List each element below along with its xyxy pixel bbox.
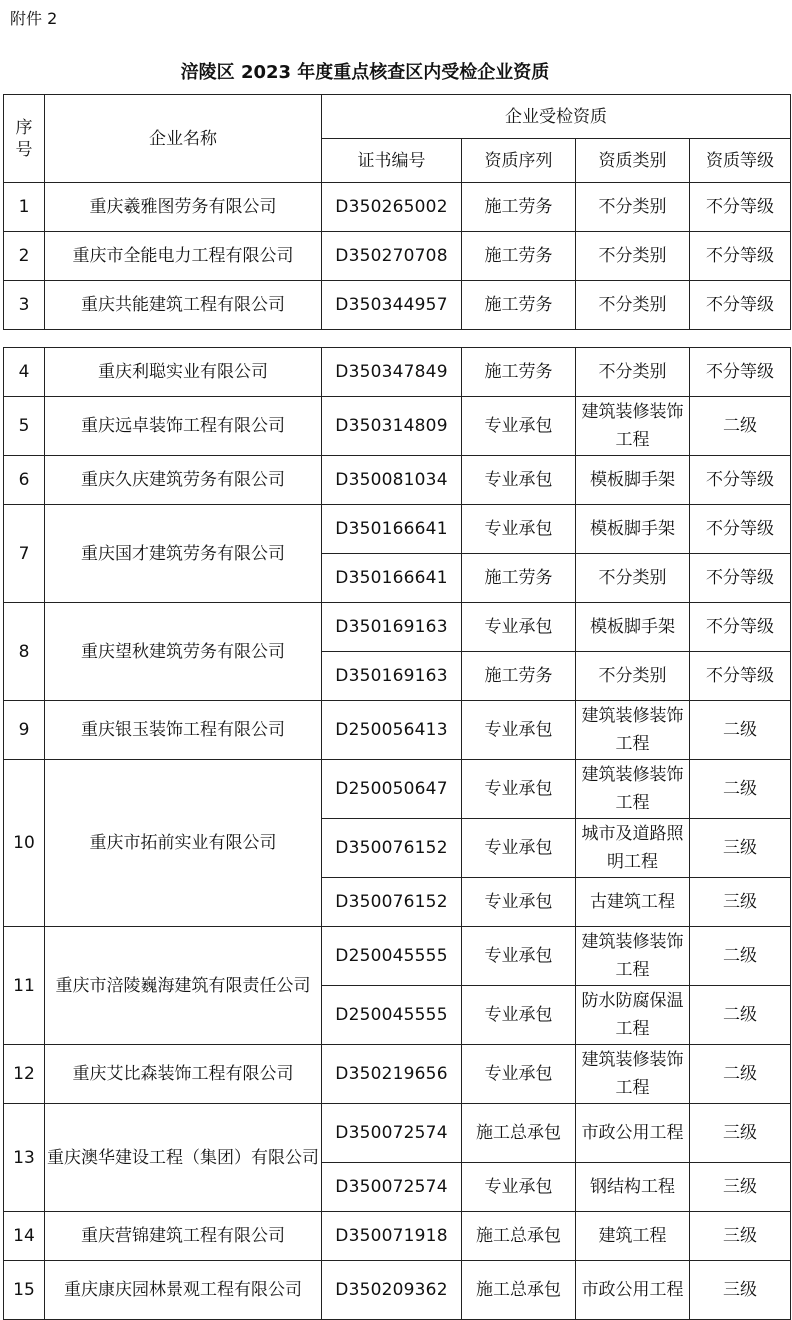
qualification-series: 专业承包 (462, 927, 576, 986)
row-seq: 4 (4, 348, 45, 397)
qualification-grade: 二级 (690, 701, 791, 760)
header-grade: 资质等级 (690, 139, 791, 183)
qualification-series: 专业承包 (462, 456, 576, 505)
table-row (4, 1045, 791, 1104)
row-seq: 6 (4, 456, 45, 505)
qualification-category: 建筑装修装饰工程 (576, 397, 690, 456)
header-seq (4, 95, 45, 183)
qualification-grade: 不分等级 (690, 348, 791, 397)
qualification-series: 施工劳务 (462, 652, 576, 701)
cert-number: D350209362 (322, 1261, 462, 1320)
qualification-grade: 二级 (690, 397, 791, 456)
qualification-series: 施工劳务 (462, 183, 576, 232)
qualification-grade: 三级 (690, 1163, 791, 1212)
qualification-series: 施工劳务 (462, 554, 576, 603)
qualification-series: 专业承包 (462, 986, 576, 1045)
table-row (4, 505, 791, 554)
table-row (4, 183, 791, 232)
header-category: 资质类别 (576, 139, 690, 183)
qualification-grade: 二级 (690, 986, 791, 1045)
qualification-grade: 三级 (690, 878, 791, 927)
qualification-series: 专业承包 (462, 397, 576, 456)
company-name: 重庆艾比森装饰工程有限公司 (45, 1045, 322, 1104)
attachment-label: 附件 2 (10, 9, 58, 28)
qualification-grade: 不分等级 (690, 505, 791, 554)
table-row (4, 456, 791, 505)
qualification-table-top (3, 94, 791, 330)
row-seq: 5 (4, 397, 45, 456)
row-seq: 7 (4, 505, 45, 603)
table-row (4, 1104, 791, 1163)
qualification-category: 钢结构工程 (576, 1163, 690, 1212)
qualification-grade: 不分等级 (690, 281, 791, 330)
qualification-category: 防水防腐保温工程 (576, 986, 690, 1045)
table-row (4, 397, 791, 456)
header-series: 资质序列 (462, 139, 576, 183)
row-seq: 11 (4, 927, 45, 1045)
qualification-grade: 二级 (690, 927, 791, 986)
table-row (4, 927, 791, 986)
qualification-series: 专业承包 (462, 760, 576, 819)
qualification-series: 施工总承包 (462, 1261, 576, 1320)
table-row (4, 701, 791, 760)
cert-number: D350166641 (322, 554, 462, 603)
company-name: 重庆羲雅图劳务有限公司 (45, 183, 322, 232)
table-row (4, 760, 791, 819)
qualification-grade: 三级 (690, 1261, 791, 1320)
header-cert-no: 证书编号 (322, 139, 462, 183)
table-row (4, 1261, 791, 1320)
cert-number: D350219656 (322, 1045, 462, 1104)
qualification-grade: 二级 (690, 1045, 791, 1104)
qualification-grade: 不分等级 (690, 232, 791, 281)
company-name: 重庆远卓装饰工程有限公司 (45, 397, 322, 456)
qualification-series: 施工劳务 (462, 281, 576, 330)
qualification-grade: 不分等级 (690, 603, 791, 652)
qualification-category: 古建筑工程 (576, 878, 690, 927)
qualification-category: 不分类别 (576, 281, 690, 330)
qualification-category: 不分类别 (576, 554, 690, 603)
qualification-category: 不分类别 (576, 652, 690, 701)
qualification-category: 市政公用工程 (576, 1104, 690, 1163)
qualification-series: 专业承包 (462, 1045, 576, 1104)
qualification-category: 模板脚手架 (576, 603, 690, 652)
row-seq: 9 (4, 701, 45, 760)
qualification-category: 模板脚手架 (576, 456, 690, 505)
header-company-name: 企业名称 (45, 95, 322, 183)
qualification-grade: 三级 (690, 819, 791, 878)
company-name: 重庆营锦建筑工程有限公司 (45, 1212, 322, 1261)
qualification-grade: 不分等级 (690, 456, 791, 505)
qualification-series: 专业承包 (462, 1163, 576, 1212)
qualification-series: 施工总承包 (462, 1212, 576, 1261)
company-name: 重庆利聪实业有限公司 (45, 348, 322, 397)
qualification-grade: 三级 (690, 1212, 791, 1261)
company-name: 重庆市全能电力工程有限公司 (45, 232, 322, 281)
company-name: 重庆银玉装饰工程有限公司 (45, 701, 322, 760)
cert-number: D350314809 (322, 397, 462, 456)
qualification-series: 专业承包 (462, 819, 576, 878)
row-seq: 3 (4, 281, 45, 330)
cert-number: D350076152 (322, 878, 462, 927)
cert-number: D350081034 (322, 456, 462, 505)
qualification-grade: 二级 (690, 760, 791, 819)
cert-number: D350344957 (322, 281, 462, 330)
cert-number: D350169163 (322, 603, 462, 652)
cert-number: D250050647 (322, 760, 462, 819)
qualification-category: 不分类别 (576, 232, 690, 281)
qualification-category: 不分类别 (576, 183, 690, 232)
qualification-series: 施工劳务 (462, 348, 576, 397)
qualification-category: 不分类别 (576, 348, 690, 397)
cert-number: D350270708 (322, 232, 462, 281)
qualification-category: 建筑工程 (576, 1212, 690, 1261)
qualification-category: 建筑装修装饰工程 (576, 701, 690, 760)
qualification-series: 施工劳务 (462, 232, 576, 281)
company-name: 重庆市拓前实业有限公司 (45, 760, 322, 927)
company-name: 重庆共能建筑工程有限公司 (45, 281, 322, 330)
cert-number: D350169163 (322, 652, 462, 701)
company-name: 重庆望秋建筑劳务有限公司 (45, 603, 322, 701)
qualification-series: 专业承包 (462, 878, 576, 927)
qualification-category: 建筑装修装饰工程 (576, 927, 690, 986)
page-title: 涪陵区 2023 年度重点核查区内受检企业资质 (180, 62, 550, 83)
row-seq: 13 (4, 1104, 45, 1212)
qualification-series: 专业承包 (462, 603, 576, 652)
qualification-grade: 不分等级 (690, 183, 791, 232)
row-seq: 1 (4, 183, 45, 232)
table-row (4, 1212, 791, 1261)
row-seq: 2 (4, 232, 45, 281)
row-seq: 8 (4, 603, 45, 701)
qualification-series: 专业承包 (462, 505, 576, 554)
cert-number: D250045555 (322, 927, 462, 986)
qualification-series: 施工总承包 (462, 1104, 576, 1163)
qualification-category: 市政公用工程 (576, 1261, 690, 1320)
cert-number: D250045555 (322, 986, 462, 1045)
qualification-series: 专业承包 (462, 701, 576, 760)
qualification-table-bottom (3, 347, 791, 1320)
table-row (4, 232, 791, 281)
row-seq: 14 (4, 1212, 45, 1261)
cert-number: D350072574 (322, 1104, 462, 1163)
company-name: 重庆久庆建筑劳务有限公司 (45, 456, 322, 505)
table-row (4, 281, 791, 330)
qualification-grade: 不分等级 (690, 554, 791, 603)
qualification-category: 建筑装修装饰工程 (576, 760, 690, 819)
qualification-category: 建筑装修装饰工程 (576, 1045, 690, 1104)
qualification-grade: 三级 (690, 1104, 791, 1163)
cert-number: D350076152 (322, 819, 462, 878)
cert-number: D350071918 (322, 1212, 462, 1261)
cert-number: D350072574 (322, 1163, 462, 1212)
cert-number: D350265002 (322, 183, 462, 232)
cert-number: D350347849 (322, 348, 462, 397)
cert-number: D250056413 (322, 701, 462, 760)
table-row (4, 348, 791, 397)
company-name: 重庆澳华建设工程（集团）有限公司 (45, 1104, 322, 1212)
qualification-category: 城市及道路照明工程 (576, 819, 690, 878)
cert-number: D350166641 (322, 505, 462, 554)
table-row (4, 603, 791, 652)
qualification-category: 模板脚手架 (576, 505, 690, 554)
company-name: 重庆市涪陵巍海建筑有限责任公司 (45, 927, 322, 1045)
company-name: 重庆国才建筑劳务有限公司 (45, 505, 322, 603)
row-seq: 12 (4, 1045, 45, 1104)
company-name: 重庆康庆园林景观工程有限公司 (45, 1261, 322, 1320)
qualification-grade: 不分等级 (690, 652, 791, 701)
header-seq-text: 序号 (15, 117, 33, 160)
row-seq: 10 (4, 760, 45, 927)
header-qualification-group: 企业受检资质 (322, 95, 791, 139)
row-seq: 15 (4, 1261, 45, 1320)
